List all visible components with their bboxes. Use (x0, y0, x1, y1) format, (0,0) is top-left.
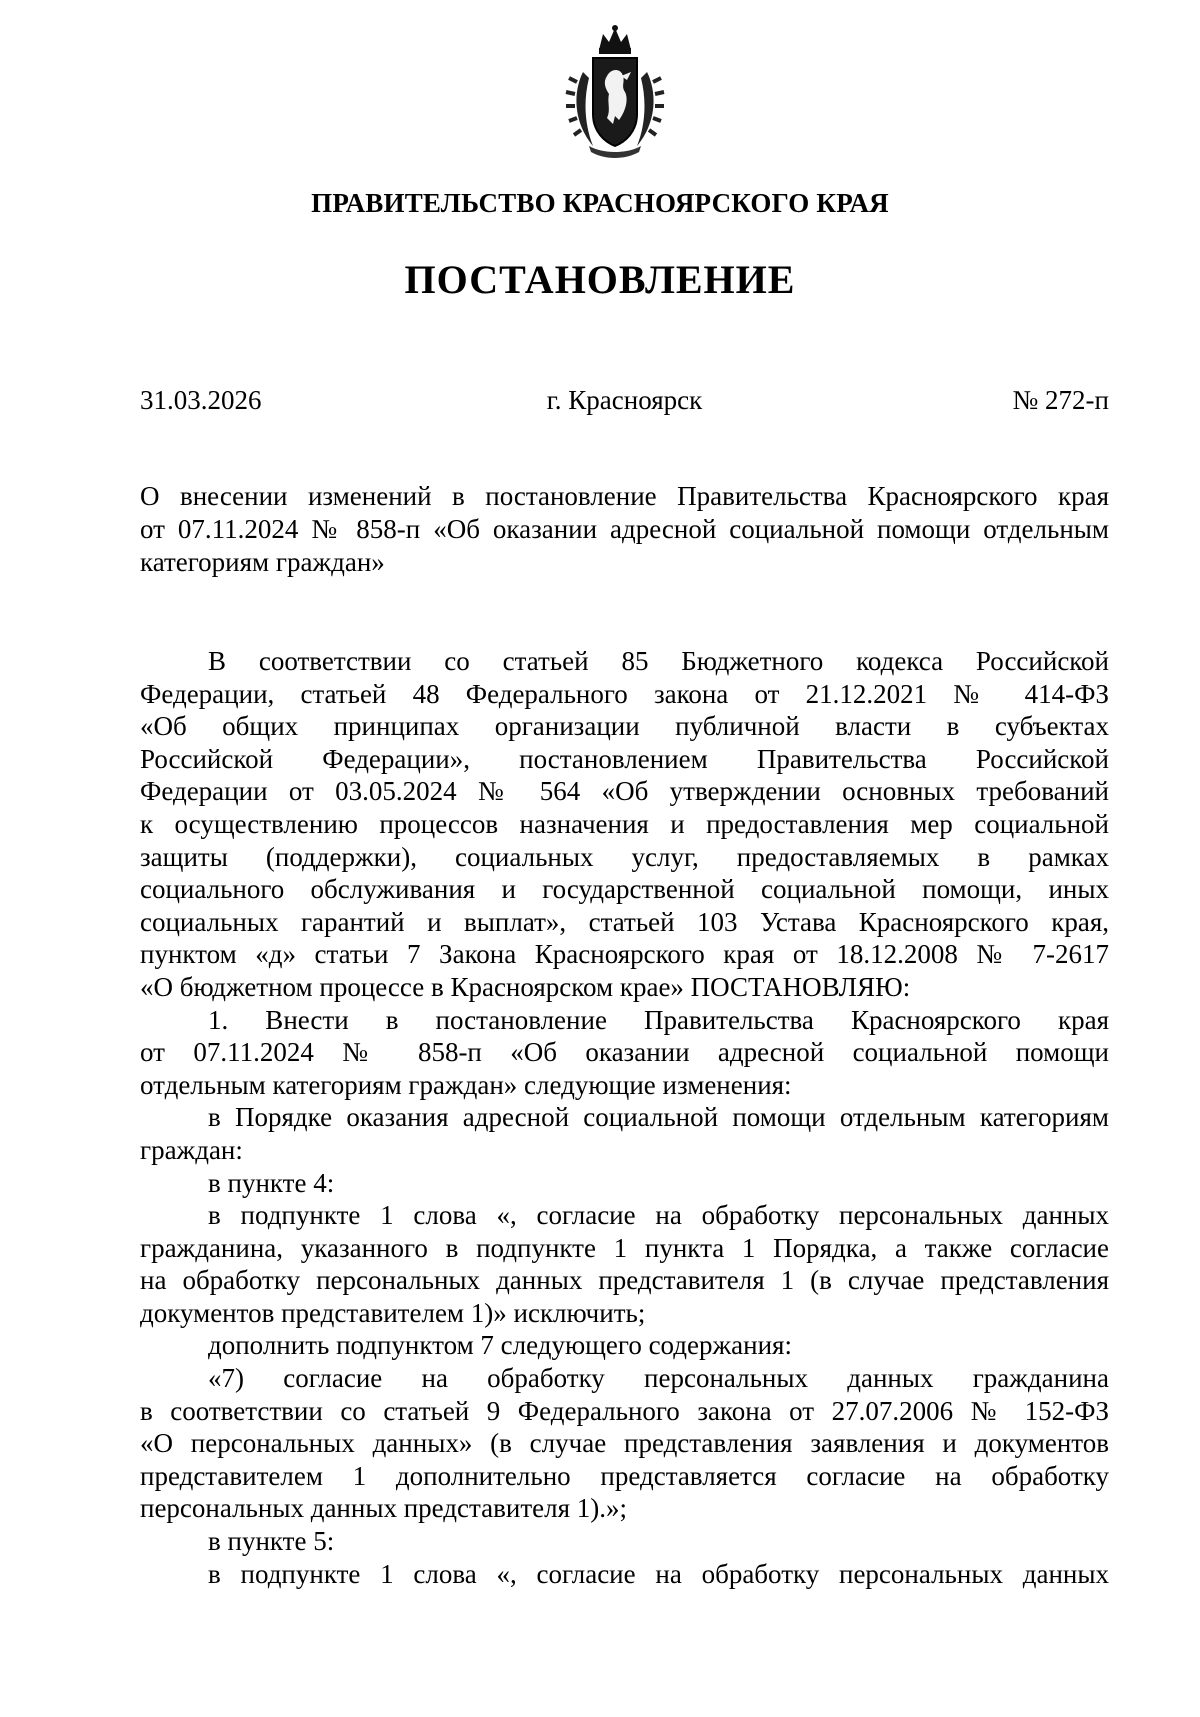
subject-line: категориям граждан» (140, 547, 385, 577)
body-line: социальных гарантий и выплат», статьей 103 Устава Красноярского края, (140, 906, 1109, 937)
subject-line: от 07.11.2024 № 858-п «Об оказании адресной социальной помощи отдельным (140, 514, 1109, 544)
body-line: в соответствии со статьей 9 Федерального закона от 27.07.2006 № 152-ФЗ (140, 1395, 1109, 1426)
body-line: в пункте 4: (208, 1167, 335, 1198)
body-line: в пункте 5: (208, 1526, 335, 1557)
document-subject (140, 480, 1109, 579)
document-number: № 272-п (1012, 385, 1109, 415)
subject-line: О внесении изменений в постановление Правительства Красноярского края (140, 481, 1109, 511)
body-line: пунктом «д» статьи 7 Закона Красноярского края от 18.12.2008 № 7-2617 (140, 939, 1109, 970)
body-line: к осуществлению процессов назначения и предоставления мер социальной (140, 808, 1109, 839)
document-city: г. Красноярск (546, 385, 703, 415)
body-line: Федерации, статьей 48 Федерального закона от 21.12.2021 № 414-ФЗ (140, 678, 1109, 709)
body-line: дополнить подпунктом 7 следующего содержания: (208, 1330, 792, 1361)
body-line: в подпункте 1 слова «, согласие на обработку персональных данных (208, 1558, 1109, 1589)
body-line: на обработку персональных данных представителя 1 (в случае представления (140, 1265, 1109, 1296)
body-line: 1. Внести в постановление Правительства Красноярского края (208, 1004, 1109, 1035)
body-line: «О персональных данных» (в случае представления заявления и документов (140, 1428, 1109, 1459)
body-line: граждан: (140, 1134, 243, 1165)
body-line: документов представителем 1)» исключить; (140, 1297, 646, 1328)
body-line: в Порядке оказания адресной социальной помощи отдельным категориям (208, 1102, 1109, 1133)
body-line: гражданина, указанного в подпункте 1 пункта 1 Порядка, а также согласие (140, 1232, 1109, 1263)
body-line: «О бюджетном процессе в Красноярском крае» ПОСТАНОВЛЯЮ: (140, 971, 911, 1002)
body-line: представителем 1 дополнительно представляется согласие на обработку (140, 1460, 1109, 1491)
body-line: отдельным категориям граждан» следующие изменения: (140, 1069, 792, 1100)
document-meta-row (140, 385, 1109, 419)
body-line: «Об общих принципах организации публичной власти в субъектах (140, 711, 1109, 742)
coat-of-arms-emblem (555, 22, 675, 162)
document-body (140, 645, 1109, 1590)
document-date: 31.03.2026 (140, 385, 262, 415)
body-line: В соответствии со статьей 85 Бюджетного кодекса Российской (208, 646, 1109, 676)
body-line: Федерации от 03.05.2024 № 564 «Об утверждении основных требований (140, 776, 1109, 807)
body-line: от 07.11.2024 № 858-п «Об оказании адресной социальной помощи (140, 1037, 1109, 1068)
body-line: социального обслуживания и государственной социальной помощи, иных (140, 874, 1109, 905)
body-line: персональных данных представителя 1).»; (140, 1493, 628, 1524)
organization-name: ПРАВИТЕЛЬСТВО КРАСНОЯРСКОГО КРАЯ (311, 188, 889, 218)
body-line: защиты (поддержки), социальных услуг, предоставляемых в рамках (140, 841, 1109, 872)
document-type-title: ПОСТАНОВЛЕНИЕ (404, 257, 796, 302)
body-line: «7) согласие на обработку персональных данных гражданина (208, 1363, 1109, 1394)
body-line: Российской Федерации», постановлением Правительства Российской (140, 743, 1109, 774)
body-line: в подпункте 1 слова «, согласие на обработку персональных данных (208, 1200, 1109, 1231)
